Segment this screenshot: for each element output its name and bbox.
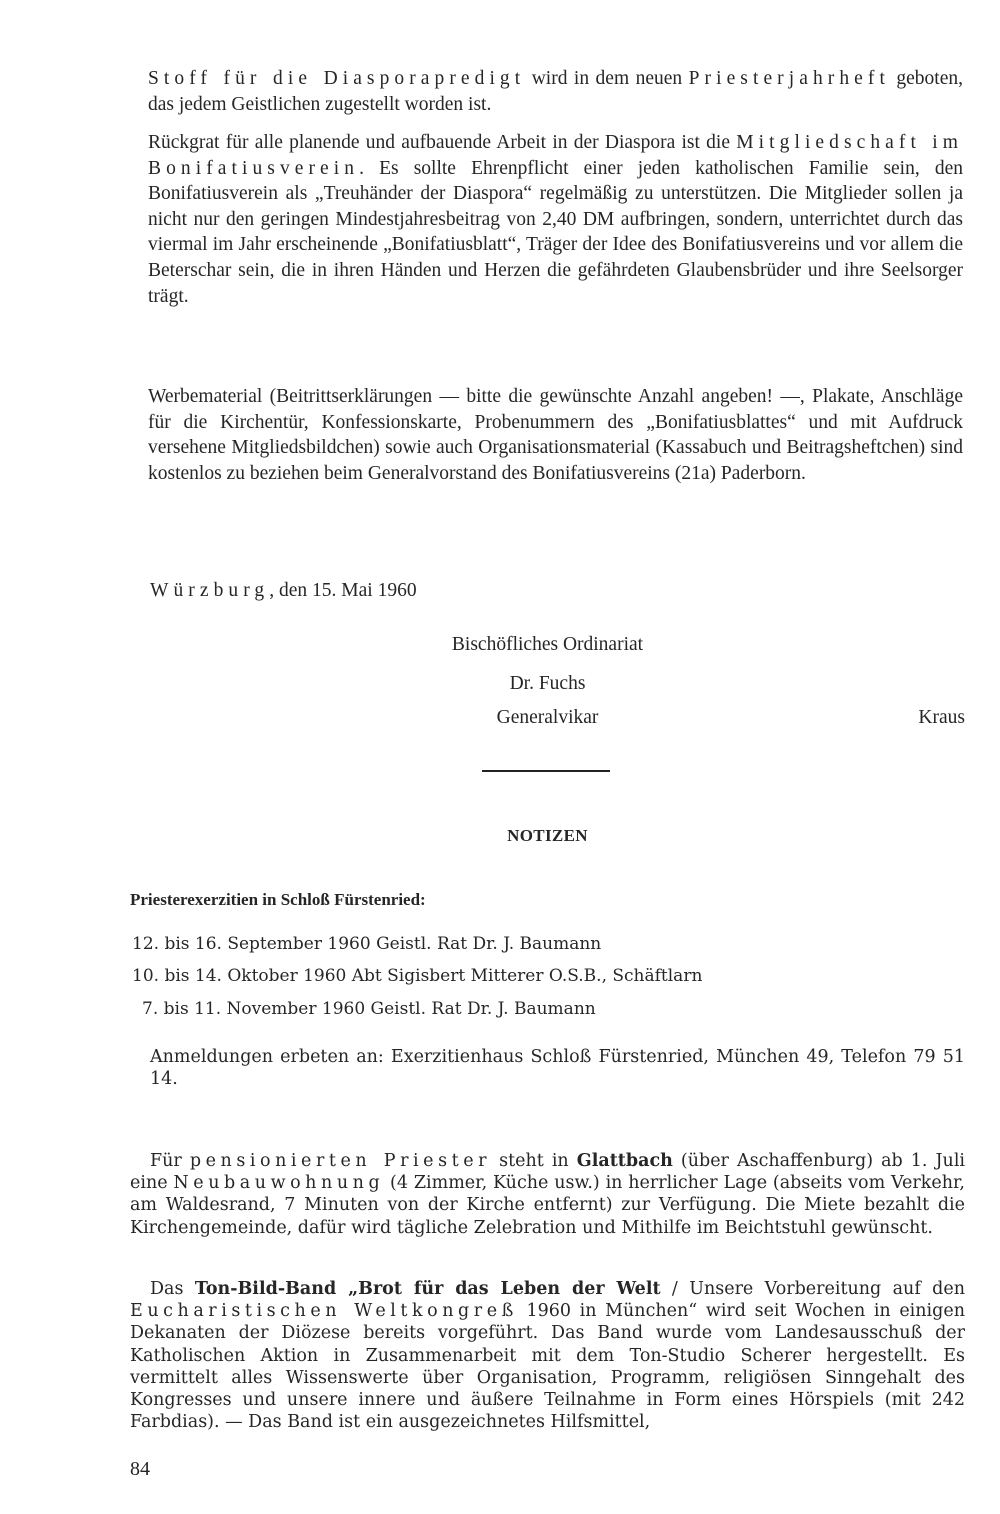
intro-spaced-a: Stoff für die Diasporapredigt: [148, 68, 526, 89]
intro-paragraph: [148, 66, 963, 117]
retired-spaced-a: pensionierten Priester: [189, 1151, 492, 1171]
retreats-heading: Priesterexerzitien in Schloß Fürstenried:: [130, 890, 426, 909]
tonbild-text-c: 1960 in München“ wird seit Wochen in einigen Dekanaten der Diözese bereits vorgeführt. Das Band wurde vom Landesausschuß der Katholischen Aktion in Zusammenarbeit mit dem Ton-Studio Scherer hergestellt. Es vermittelt alles Wissenswerte über Organisation, Programm, religiösen Sinngehalt des Kongresses und unsere innere und äußere Teilnahme in Form eines Hörspiels (mit 242 Farbdias). — Das Band ist ein ausgezeichnetes Hilfsmittel,: [130, 1301, 965, 1433]
membership-text-b: . Es sollte Ehrenpflicht einer jeden katholischen Familie sein, den Bonifatiusverein als „Treuhänder der Diaspora“ regelmäßig zu unterstützen. Die Mitglieder sollen ja nicht nur den geringen Mindestjahresbeitrag von 2,40 DM aufbringen, sondern, unterrichtet durch das viermal im Jahr erscheinende „Bonifatiusblatt“, Träger der Idee des Bonifatiusvereins und vor allem die Beterschar sein, die in ihren Händen und Herzen die gefährdeten Glaubensbrüder und ihre Seelsorger trägt.: [148, 157, 963, 307]
tonbild-text-b: / Unsere Vorbereitung auf den: [660, 1279, 966, 1299]
tonbild-bold: Ton-Bild-Band „Brot für das Leben der Welt: [194, 1279, 661, 1299]
tonbild-paragraph: [130, 1278, 965, 1433]
retired-text-d: (4 Zimmer, Küche usw.) in herrlicher Lage (abseits vom Verkehr, am Waldesrand, 7 Minuten von der Kirche entfernt) zur Verfügung. Die Miete bezahlt die Kirchengemeinde, dafür wird tägliche Zelebration und Mithilfe im Beichtstuhl gewünscht.: [130, 1173, 965, 1238]
membership-text-a: Rückgrat für alle planende und aufbauende Arbeit in der Diaspora ist die: [148, 132, 737, 153]
dateline-date: , den 15. Mai 1960: [269, 580, 417, 601]
signature-office: Bischöfliches Ordinariat: [451, 634, 644, 655]
retired-priest-paragraph: [130, 1150, 965, 1239]
registration-text: Anmeldungen erbeten an: Exerzitienhaus Schloß Fürstenried, München 49, Telefon 79 51 14.: [150, 1047, 965, 1090]
tonbild-text-a: Das: [150, 1279, 195, 1299]
notizen-heading: NOTIZEN: [507, 826, 588, 845]
intro-spaced-b: Priesterjahrheft: [688, 68, 890, 89]
dateline: [150, 578, 750, 604]
membership-paragraph: [148, 130, 963, 309]
retreat-item: 12. bis 16. September 1960 Geistl. Rat Dr. J. Baumann: [132, 934, 602, 954]
page-number: 84: [130, 1458, 150, 1480]
retired-text-c: (über Aschaffenburg) ab 1. Juli eine: [130, 1151, 966, 1194]
signature-name: Dr. Fuchs: [509, 673, 586, 694]
membership-spaced: Mitgliedschaft im Bonifatiusverein: [148, 132, 963, 179]
retired-spaced-b: Neubauwohnung: [173, 1173, 385, 1194]
registration-paragraph: [150, 1046, 965, 1090]
intro-text-a: wird in dem neuen: [525, 68, 689, 89]
intro-text-b: geboten, das jedem Geistlichen zugestellt worden ist.: [148, 68, 964, 115]
retreat-item: 10. bis 14. Oktober 1960 Abt Sigisbert Mitterer O.S.B., Schäftlarn: [132, 966, 703, 986]
dateline-place: Würzburg: [150, 580, 270, 601]
tonbild-spaced: Eucharistischen Weltkongreß: [130, 1301, 518, 1322]
material-text: Werbematerial (Beitrittserklärungen — bitte die gewünschte Anzahl angeben! —, Plakate, Anschläge für die Kirchentür, Konfessionskarte, Probenummern des „Bonifatiusblattes“ und mit Aufdruck versehene Mitgliedsbildchen) sowie auch Organisationsmaterial (Kassabuch und Beitragsheftchen) sind kostenlos zu beziehen beim Generalvorstand des Bonifatiusvereins (21a) Paderborn.: [148, 386, 963, 484]
signature-title: Generalvikar: [496, 707, 599, 728]
retired-text-a: Für: [150, 1151, 190, 1171]
material-paragraph: [148, 384, 963, 486]
retired-text-b: steht in: [491, 1151, 577, 1171]
retreat-item: 7. bis 11. November 1960 Geistl. Rat Dr. J. Baumann: [142, 999, 596, 1019]
retired-place: Glattbach: [576, 1151, 673, 1171]
signature-cosigner: Kraus: [918, 707, 965, 728]
section-divider: [482, 770, 610, 772]
